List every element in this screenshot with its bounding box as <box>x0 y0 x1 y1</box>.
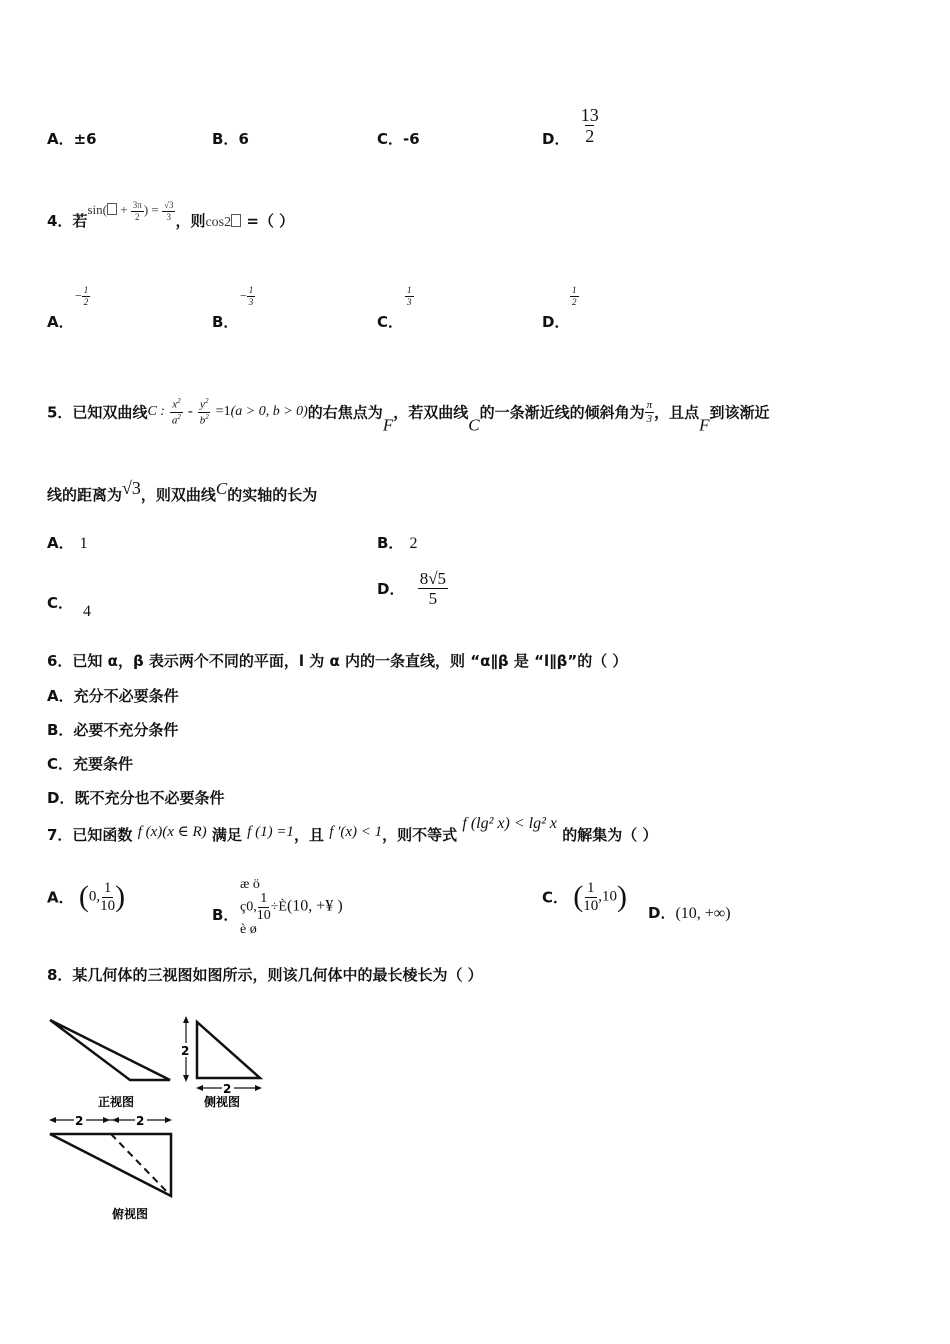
q4-options <box>47 286 647 336</box>
question-6-stem: 6．已知 α，β 表示两个不同的平面，l 为 α 内的一条直线，则 “α∥β 是 “l∥β”的（ ） <box>47 652 628 670</box>
q4-option-a[interactable]: − $\frac{1}{2}$ A． <box>47 285 89 331</box>
q4-option-d[interactable]: $\frac{1}{2}$ D． <box>542 285 577 331</box>
option-label: A． <box>47 130 74 148</box>
arrow-down-icon <box>183 1075 189 1082</box>
option-label: B． <box>212 130 239 148</box>
q6-option-c[interactable]: C．充要条件 <box>47 755 134 773</box>
cos-expression: cos2 <box>205 215 241 230</box>
question-5-stem-line2: 线的距离为√3，则双曲线C的实轴的长为 <box>47 478 318 504</box>
q3-option-a[interactable] <box>47 128 97 149</box>
option-value: -6 <box>403 130 420 148</box>
option-value: ±6 <box>73 130 97 148</box>
x2-over-a2: $\frac{x^2}{a^2}$ <box>171 397 181 427</box>
side-width-dim: 2 <box>223 1082 232 1096</box>
front-view-shape <box>50 1020 170 1080</box>
arrow-right-icon <box>165 1117 172 1123</box>
side-view-label: 侧视图 <box>204 1095 241 1109</box>
arrow-left-icon <box>112 1117 119 1123</box>
q7-option-a[interactable]: A． (0, $\frac{1}{10}$ ) <box>47 879 126 914</box>
arrow-left-icon <box>196 1085 203 1091</box>
top-view-shape <box>50 1134 171 1196</box>
q3-option-d[interactable] <box>542 102 601 149</box>
q6-option-a[interactable]: A．充分不必要条件 <box>47 687 179 705</box>
arrow-right-icon <box>255 1085 262 1091</box>
option-value: 6 <box>238 130 249 148</box>
q7-option-d[interactable]: D．(10, +∞) <box>648 904 731 922</box>
q5-option-c[interactable]: C． 4 <box>47 594 92 620</box>
q5-option-d[interactable]: D． $\frac{8√5}{5}$ <box>377 569 447 608</box>
hidden-edge <box>111 1134 171 1196</box>
three-view-figure <box>40 1010 280 1225</box>
q4-option-c[interactable]: $\frac{1}{3}$ C． <box>377 285 412 331</box>
garbled-formula: æ ö ç0, $\frac{1}{10}$ ÷È(10, +¥ ) è ø <box>240 877 343 937</box>
q7-option-b[interactable]: B． æ ö ç0, $\frac{1}{10}$ ÷È(10, +¥ ) è ø <box>212 877 343 937</box>
question-7-stem: 7．已知函数 f (x)(x ∈ R) 满足 f (1) =1，且 f ′(x) < 1，则不等式 f (lg² x) < lg² x 的解集为（ ） <box>47 815 658 844</box>
q3-option-c[interactable] <box>377 128 420 149</box>
side-view-shape <box>197 1022 260 1078</box>
pi-over-3: $\frac{\pi}{3}$ <box>646 398 653 425</box>
top-view-label: 俯视图 <box>112 1207 149 1221</box>
arrow-right-icon <box>103 1117 110 1123</box>
y2-over-b2: $\frac{y^2}{b^2}$ <box>199 397 209 427</box>
q5-option-b[interactable]: B． 2 <box>377 534 418 552</box>
arrow-left-icon <box>49 1117 56 1123</box>
front-view-label: 正视图 <box>98 1095 135 1109</box>
top-right-dim: 2 <box>136 1114 145 1128</box>
sin-expression: sin( + $\frac{3\pi}{2}$ ) = $\frac{√3}{3}$ <box>87 199 174 222</box>
question-5-stem-line1: 5．已知双曲线C : $\frac{x^2}{a^2}$ - $\frac{y^2}{b^2}$ =1(a > 0, b > 0)的右焦点为F，若双曲线C的一条渐近线的倾斜角为 $\frac{\pi}{3}$ ，且点F到该渐近 <box>47 397 770 435</box>
option-label: C． <box>377 130 404 148</box>
q4-option-b[interactable]: − $\frac{1}{3}$ B． <box>212 285 254 331</box>
q5-option-a[interactable]: A． 1 <box>47 534 88 552</box>
q6-option-d[interactable]: D．既不充分也不必要条件 <box>47 789 225 807</box>
q3-option-b[interactable] <box>212 128 249 149</box>
top-left-dim: 2 <box>75 1114 84 1128</box>
q6-option-b[interactable]: B．必要不充分条件 <box>47 721 179 739</box>
fraction: $\frac{8√5}{5}$ <box>419 569 447 608</box>
q7-option-c[interactable]: C． ( $\frac{1}{10}$ ,10) <box>542 879 627 914</box>
side-height-dim: 2 <box>181 1044 190 1058</box>
fraction: $\frac{13}{2}$ <box>580 105 599 146</box>
arrow-up-icon <box>183 1016 189 1023</box>
option-label: D． <box>542 130 570 148</box>
question-4-stem: 4．若sin( + $\frac{3\pi}{2}$ ) = $\frac{√3}{3}$ ，则cos2 =（ ） <box>47 199 295 230</box>
question-8-stem: 8．某几何体的三视图如图所示，则该几何体中的最长棱长为（ ） <box>47 966 483 984</box>
